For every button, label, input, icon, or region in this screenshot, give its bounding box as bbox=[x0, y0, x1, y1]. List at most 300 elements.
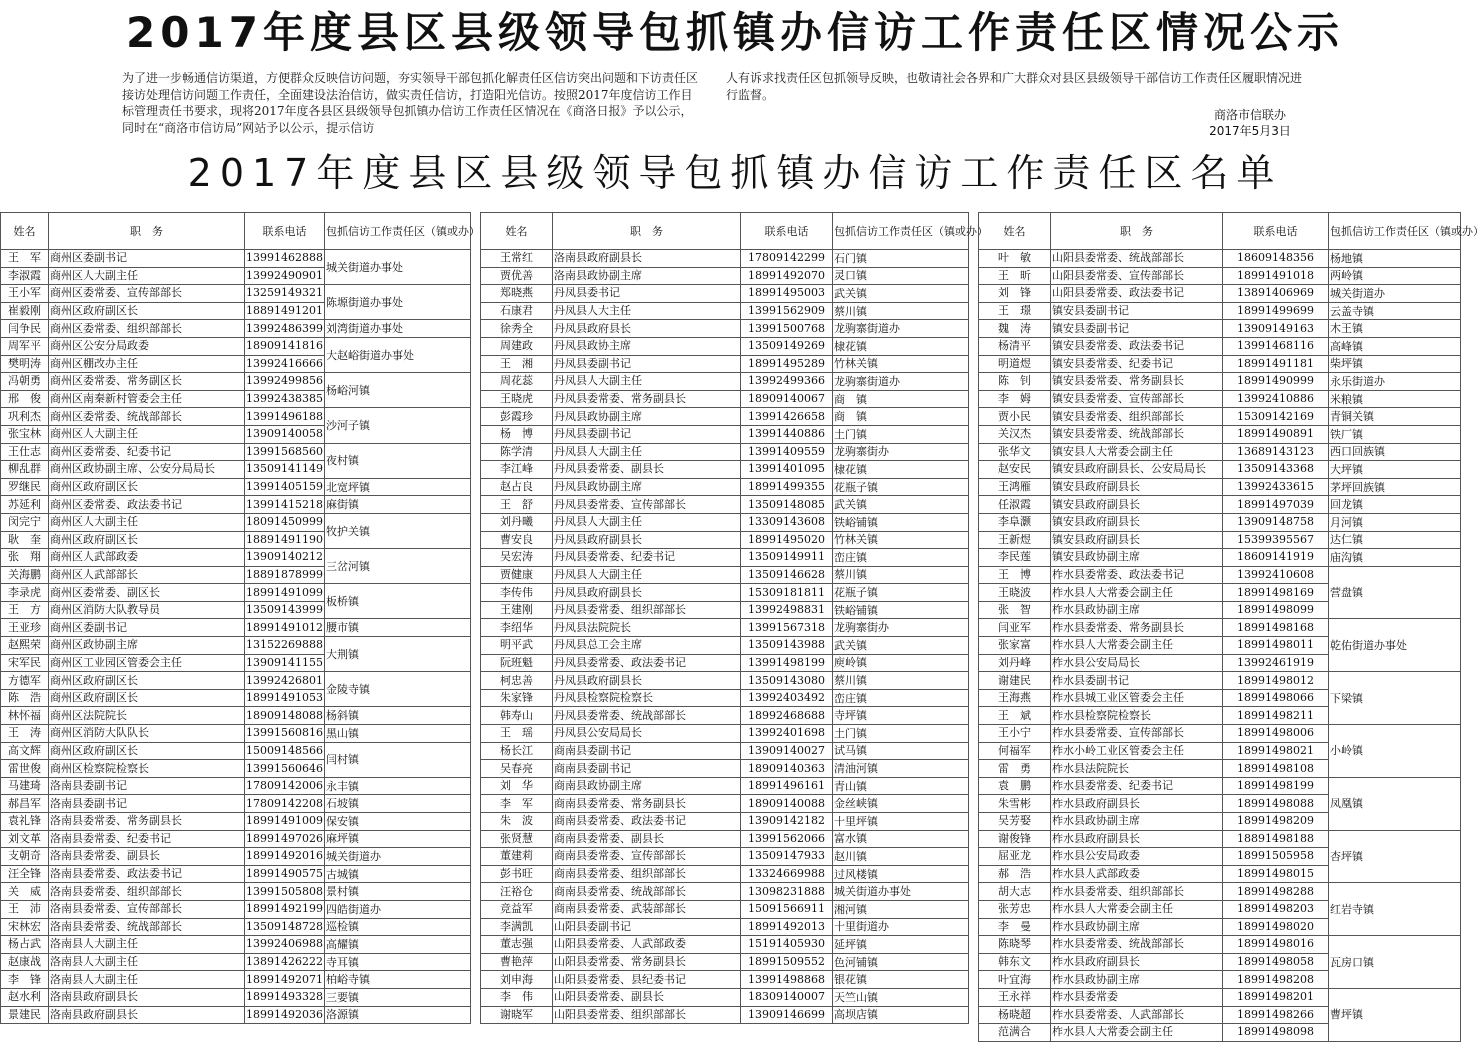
cell-phone: 18609141919 bbox=[1223, 549, 1329, 567]
cell-name: 任淑霞 bbox=[979, 496, 1051, 514]
cell-phone: 13991498199 bbox=[741, 654, 833, 672]
cell-area: 龙驹寨街办 bbox=[833, 443, 969, 461]
cell-area: 过风楼镇 bbox=[833, 865, 969, 883]
cell-phone: 13909142182 bbox=[741, 813, 833, 831]
cell-phone: 13509146628 bbox=[741, 566, 833, 584]
cell-duty: 柞水县人大常委会副主任 bbox=[1051, 900, 1223, 918]
cell-name: 明平武 bbox=[481, 637, 553, 655]
cell-name: 胡大志 bbox=[979, 883, 1051, 901]
table-row bbox=[979, 725, 1461, 743]
cell-area: 永丰镇 bbox=[325, 777, 471, 795]
cell-name: 李 姆 bbox=[979, 390, 1051, 408]
cell-name: 高文辉 bbox=[1, 742, 49, 760]
cell-area: 柴坪镇 bbox=[1329, 355, 1461, 373]
table-row bbox=[979, 461, 1461, 479]
cell-area: 凤凰镇 bbox=[1329, 777, 1461, 830]
cell-name: 柯忠善 bbox=[481, 672, 553, 690]
table-row bbox=[481, 1006, 969, 1024]
cell-duty: 洛南县政府副县长 bbox=[49, 1006, 245, 1024]
cell-area: 杨斜镇 bbox=[325, 707, 471, 725]
cell-area: 铁厂镇 bbox=[1329, 425, 1461, 443]
cell-area: 城关街道办事处 bbox=[325, 250, 471, 285]
cell-area: 下梁镇 bbox=[1329, 672, 1461, 725]
cell-phone: 18991491099 bbox=[245, 584, 325, 602]
cell-duty: 商州区政府副区长 bbox=[49, 689, 245, 707]
cell-phone: 13909141155 bbox=[245, 654, 325, 672]
cell-name: 李 军 bbox=[481, 795, 553, 813]
cell-area: 洛源镇 bbox=[325, 1006, 471, 1024]
cell-name: 刘申海 bbox=[481, 971, 553, 989]
cell-phone: 17809142299 bbox=[741, 250, 833, 268]
cell-name: 王 斌 bbox=[979, 707, 1051, 725]
cell-name: 周花蕊 bbox=[481, 373, 553, 391]
cell-name: 陈 浩 bbox=[1, 689, 49, 707]
cell-name: 陈学清 bbox=[481, 443, 553, 461]
cell-phone: 15309142169 bbox=[1223, 408, 1329, 426]
table-row bbox=[481, 549, 969, 567]
table-row bbox=[1, 830, 471, 848]
table-row bbox=[979, 496, 1461, 514]
cell-area: 闫村镇 bbox=[325, 742, 471, 777]
cell-area: 商 镇 bbox=[833, 390, 969, 408]
table-row bbox=[1, 971, 471, 989]
cell-name: 樊明涛 bbox=[1, 355, 49, 373]
cell-phone: 13509143368 bbox=[1223, 461, 1329, 479]
cell-duty: 柞水县委常委、人武部部长 bbox=[1051, 1006, 1223, 1024]
cell-phone: 18991498058 bbox=[1223, 953, 1329, 971]
cell-name: 周建政 bbox=[481, 337, 553, 355]
cell-duty: 柞水县人大常委会副主任 bbox=[1051, 637, 1223, 655]
cell-phone: 18891878999 bbox=[245, 566, 325, 584]
table-row bbox=[1, 549, 471, 567]
cell-name: 王 方 bbox=[1, 601, 49, 619]
cell-area: 龙驹寨街道办 bbox=[833, 320, 969, 338]
cell-name: 王 舒 bbox=[481, 496, 553, 514]
cell-area: 回龙镇 bbox=[1329, 496, 1461, 514]
header-name: 姓名 bbox=[1, 213, 49, 250]
cell-area: 青山镇 bbox=[833, 777, 969, 795]
cell-phone: 13891426222 bbox=[245, 953, 325, 971]
cell-area: 大坪镇 bbox=[1329, 461, 1461, 479]
cell-name: 刘文革 bbox=[1, 830, 49, 848]
cell-duty: 山阳县委副书记 bbox=[553, 918, 741, 936]
cell-name: 王建刚 bbox=[481, 601, 553, 619]
table-row bbox=[979, 883, 1461, 901]
cell-name: 王 璟 bbox=[979, 302, 1051, 320]
cell-name: 李传伟 bbox=[481, 584, 553, 602]
cell-area: 石门镇 bbox=[833, 250, 969, 268]
cell-duty: 丹凤县委书记 bbox=[553, 285, 741, 303]
header-duty: 职 务 bbox=[49, 213, 245, 250]
cell-phone: 18991497026 bbox=[245, 830, 325, 848]
cell-name: 崔毅刚 bbox=[1, 302, 49, 320]
cell-area: 高坝店镇 bbox=[833, 1006, 969, 1024]
cell-duty: 丹凤县委常委、纪委书记 bbox=[553, 549, 741, 567]
cell-phone: 15191405930 bbox=[741, 936, 833, 954]
cell-area: 柏峪寺镇 bbox=[325, 971, 471, 989]
cell-name: 邢 俊 bbox=[1, 390, 49, 408]
cell-phone: 13909140027 bbox=[741, 742, 833, 760]
table-row bbox=[979, 672, 1461, 690]
cell-duty: 柞水县政府副县长 bbox=[1051, 953, 1223, 971]
table-row bbox=[481, 813, 969, 831]
table-row bbox=[1, 250, 471, 268]
cell-phone: 13992490901 bbox=[245, 267, 325, 285]
table-row bbox=[481, 285, 969, 303]
cell-duty: 丹凤县人大副主任 bbox=[553, 443, 741, 461]
table-row bbox=[481, 742, 969, 760]
table-row bbox=[979, 936, 1461, 954]
cell-phone: 18991491009 bbox=[245, 813, 325, 831]
cell-duty: 镇安县委常委、纪委书记 bbox=[1051, 355, 1223, 373]
cell-area: 达仁镇 bbox=[1329, 531, 1461, 549]
cell-phone: 13152269888 bbox=[245, 637, 325, 655]
table-row bbox=[979, 355, 1461, 373]
cell-duty: 柞水小岭工业区管委会主任 bbox=[1051, 742, 1223, 760]
cell-name: 赵熙荣 bbox=[1, 637, 49, 655]
cell-area: 铁峪铺镇 bbox=[833, 601, 969, 619]
cell-name: 马建琦 bbox=[1, 777, 49, 795]
cell-duty: 镇安县委常委、统战部部长 bbox=[1051, 425, 1223, 443]
cell-name: 杨 博 bbox=[481, 425, 553, 443]
cell-duty: 商州区政府副区长 bbox=[49, 302, 245, 320]
cell-phone: 18991498099 bbox=[1223, 601, 1329, 619]
cell-phone: 13991468116 bbox=[1223, 337, 1329, 355]
table-row bbox=[481, 900, 969, 918]
cell-phone: 13992461919 bbox=[1223, 654, 1329, 672]
cell-phone: 18891498188 bbox=[1223, 830, 1329, 848]
cell-name: 支朝奇 bbox=[1, 848, 49, 866]
cell-duty: 柞水县人大常委会副主任 bbox=[1051, 1024, 1223, 1042]
cell-name: 朱雪彬 bbox=[979, 795, 1051, 813]
cell-area: 石坡镇 bbox=[325, 795, 471, 813]
table-row bbox=[481, 320, 969, 338]
cell-area: 城关街道办 bbox=[1329, 285, 1461, 303]
table-row bbox=[481, 478, 969, 496]
cell-area: 城关街道办事处 bbox=[833, 883, 969, 901]
cell-duty: 镇安县委副书记 bbox=[1051, 302, 1223, 320]
table-row bbox=[481, 267, 969, 285]
cell-duty: 丹凤县政协副主席 bbox=[553, 478, 741, 496]
cell-area: 土门镇 bbox=[833, 725, 969, 743]
signature-date: 2017年5月3日 bbox=[1209, 124, 1291, 138]
cell-area: 棣花镇 bbox=[833, 337, 969, 355]
cell-duty: 商州区委副书记 bbox=[49, 250, 245, 268]
cell-area: 庙沟镇 bbox=[1329, 549, 1461, 567]
cell-area: 棣花镇 bbox=[833, 461, 969, 479]
cell-duty: 商州区委常委、宣传部部长 bbox=[49, 285, 245, 303]
cell-area: 灵口镇 bbox=[833, 267, 969, 285]
cell-duty: 洛南县委常委、政法委书记 bbox=[49, 865, 245, 883]
cell-phone: 13991426658 bbox=[741, 408, 833, 426]
signature-org: 商洛市信联办 bbox=[1213, 108, 1286, 122]
cell-area: 龙驹寨街办 bbox=[833, 619, 969, 637]
cell-name: 李 锋 bbox=[1, 971, 49, 989]
cell-phone: 18991492070 bbox=[741, 267, 833, 285]
cell-phone: 18909140088 bbox=[741, 795, 833, 813]
cell-name: 方德军 bbox=[1, 672, 49, 690]
cell-area: 铁峪铺镇 bbox=[833, 513, 969, 531]
table-row bbox=[481, 373, 969, 391]
cell-area: 青铜关镇 bbox=[1329, 408, 1461, 426]
cell-name: 雷 勇 bbox=[979, 760, 1051, 778]
cell-duty: 柞水县政府副县长 bbox=[1051, 795, 1223, 813]
cell-duty: 山阳县委常委、统战部部长 bbox=[1051, 250, 1223, 268]
cell-name: 宋林宏 bbox=[1, 918, 49, 936]
cell-name: 叶 敏 bbox=[979, 250, 1051, 268]
cell-duty: 丹凤县委副书记 bbox=[553, 425, 741, 443]
cell-area: 四皓街道办 bbox=[325, 900, 471, 918]
table-row bbox=[1, 285, 471, 303]
cell-phone: 18991491018 bbox=[1223, 267, 1329, 285]
cell-duty: 商南县委常委、常务副县长 bbox=[553, 795, 741, 813]
cell-duty: 商州区人武部部长 bbox=[49, 566, 245, 584]
table-row bbox=[979, 513, 1461, 531]
cell-duty: 商州区政府副区长 bbox=[49, 672, 245, 690]
table-row bbox=[979, 566, 1461, 584]
cell-name: 魏 涛 bbox=[979, 320, 1051, 338]
cell-area: 清油河镇 bbox=[833, 760, 969, 778]
table-row bbox=[1, 637, 471, 655]
roster-table-2 bbox=[480, 212, 988, 1024]
cell-phone: 17809142006 bbox=[245, 777, 325, 795]
table-row bbox=[979, 390, 1461, 408]
cell-duty: 商州区委常委、常务副区长 bbox=[49, 373, 245, 391]
table-row bbox=[481, 654, 969, 672]
cell-name: 李江峰 bbox=[481, 461, 553, 479]
table-row bbox=[481, 971, 969, 989]
cell-phone: 13991405159 bbox=[245, 478, 325, 496]
cell-phone: 18991498006 bbox=[1223, 725, 1329, 743]
cell-duty: 柞水县法院院长 bbox=[1051, 760, 1223, 778]
table-row bbox=[1, 777, 471, 795]
cell-phone: 13991496188 bbox=[245, 408, 325, 426]
cell-phone: 15309181811 bbox=[741, 584, 833, 602]
cell-area: 米粮镇 bbox=[1329, 390, 1461, 408]
cell-duty: 洛南县人大副主任 bbox=[49, 953, 245, 971]
table-row bbox=[979, 373, 1461, 391]
cell-phone: 13991462888 bbox=[245, 250, 325, 268]
table-row bbox=[1, 725, 471, 743]
page-title: 2017年度县区县级领导包抓镇办信访工作责任区情况公示 bbox=[126, 8, 1344, 57]
cell-phone: 13909140058 bbox=[245, 425, 325, 443]
cell-duty: 商州区消防大队队长 bbox=[49, 725, 245, 743]
table-row bbox=[481, 707, 969, 725]
cell-phone: 13991568560 bbox=[245, 443, 325, 461]
table-row bbox=[481, 725, 969, 743]
cell-name: 景建民 bbox=[1, 1006, 49, 1024]
table-row bbox=[481, 461, 969, 479]
cell-name: 杨长江 bbox=[481, 742, 553, 760]
table-row bbox=[979, 531, 1461, 549]
table-row bbox=[1, 813, 471, 831]
cell-duty: 丹凤县委常委、宣传部部长 bbox=[553, 496, 741, 514]
cell-duty: 洛南县政府副县长 bbox=[553, 250, 741, 268]
cell-name: 张贤慧 bbox=[481, 830, 553, 848]
cell-name: 张家富 bbox=[979, 637, 1051, 655]
cell-phone: 13324669988 bbox=[741, 865, 833, 883]
cell-duty: 柞水县委常委、组织部部长 bbox=[1051, 883, 1223, 901]
cell-area: 大赵峪街道办事处 bbox=[325, 337, 471, 372]
cell-duty: 柞水县人武部政委 bbox=[1051, 865, 1223, 883]
cell-area: 蔡川镇 bbox=[833, 302, 969, 320]
cell-duty: 洛南县委常委、副县长 bbox=[49, 848, 245, 866]
cell-name: 周军平 bbox=[1, 337, 49, 355]
cell-area: 茅坪回族镇 bbox=[1329, 478, 1461, 496]
cell-name: 王晓波 bbox=[979, 584, 1051, 602]
cell-name: 汪全锋 bbox=[1, 865, 49, 883]
cell-duty: 商州区政府副区长 bbox=[49, 531, 245, 549]
cell-area: 蔡川镇 bbox=[833, 566, 969, 584]
cell-phone: 18991498012 bbox=[1223, 672, 1329, 690]
cell-phone: 13992433615 bbox=[1223, 478, 1329, 496]
cell-duty: 洛南县人大副主任 bbox=[49, 936, 245, 954]
cell-area: 乾佑街道办事处 bbox=[1329, 619, 1461, 672]
cell-area: 庾岭镇 bbox=[833, 654, 969, 672]
cell-name: 谢晓军 bbox=[481, 1006, 553, 1024]
cell-name: 闫亚军 bbox=[979, 619, 1051, 637]
table-row bbox=[481, 848, 969, 866]
cell-name: 谢建民 bbox=[979, 672, 1051, 690]
cell-name: 徐秀全 bbox=[481, 320, 553, 338]
cell-area: 杏坪镇 bbox=[1329, 830, 1461, 883]
cell-name: 宋军民 bbox=[1, 654, 49, 672]
cell-duty: 柞水县公安局政委 bbox=[1051, 848, 1223, 866]
table-row bbox=[1, 918, 471, 936]
cell-duty: 洛南县政府副县长 bbox=[49, 988, 245, 1006]
cell-phone: 18991498020 bbox=[1223, 918, 1329, 936]
cell-phone: 18891491201 bbox=[245, 302, 325, 320]
cell-area: 富水镇 bbox=[833, 830, 969, 848]
cell-duty: 商州区公安分局政委 bbox=[49, 337, 245, 355]
cell-area: 巡检镇 bbox=[325, 918, 471, 936]
cell-phone: 13689143123 bbox=[1223, 443, 1329, 461]
cell-area: 月河镇 bbox=[1329, 513, 1461, 531]
cell-phone: 13991498868 bbox=[741, 971, 833, 989]
cell-area: 峦庄镇 bbox=[833, 549, 969, 567]
cell-name: 曹艳萍 bbox=[481, 953, 553, 971]
cell-area: 寺耳镇 bbox=[325, 953, 471, 971]
cell-duty: 丹凤县法院院长 bbox=[553, 619, 741, 637]
cell-area: 赵川镇 bbox=[833, 848, 969, 866]
cell-duty: 商南县委常委、副县长 bbox=[553, 830, 741, 848]
table-row bbox=[481, 355, 969, 373]
table-row bbox=[481, 760, 969, 778]
table-row bbox=[979, 619, 1461, 637]
cell-phone: 13098231888 bbox=[741, 883, 833, 901]
cell-name: 董建莉 bbox=[481, 848, 553, 866]
cell-phone: 13991567318 bbox=[741, 619, 833, 637]
cell-area: 瓦房口镇 bbox=[1329, 936, 1461, 989]
table-row bbox=[1, 742, 471, 760]
cell-duty: 镇安县政协副主席 bbox=[1051, 549, 1223, 567]
cell-duty: 镇安县政府副县长 bbox=[1051, 513, 1223, 531]
cell-phone: 13509149911 bbox=[741, 549, 833, 567]
table-row bbox=[1, 900, 471, 918]
cell-area: 沙河子镇 bbox=[325, 408, 471, 443]
roster-table-3 bbox=[978, 212, 1484, 1042]
cell-duty: 商南县委副书记 bbox=[553, 760, 741, 778]
cell-area: 武关镇 bbox=[833, 496, 969, 514]
table-row bbox=[481, 883, 969, 901]
cell-area: 陈塬街道办事处 bbox=[325, 285, 471, 320]
cell-phone: 15399395567 bbox=[1223, 531, 1329, 549]
cell-duty: 柞水县委常委、纪委书记 bbox=[1051, 777, 1223, 795]
cell-name: 林怀福 bbox=[1, 707, 49, 725]
cell-name: 韩东文 bbox=[979, 953, 1051, 971]
cell-duty: 洛南县委常委、宣传部部长 bbox=[49, 900, 245, 918]
cell-name: 汪裕仓 bbox=[481, 883, 553, 901]
cell-name: 陈 钊 bbox=[979, 373, 1051, 391]
cell-name: 王永祥 bbox=[979, 988, 1051, 1006]
cell-area: 龙驹寨街道办 bbox=[833, 373, 969, 391]
cell-name: 陈晓琴 bbox=[979, 936, 1051, 954]
cell-duty: 丹凤县委常委、副县长 bbox=[553, 461, 741, 479]
cell-phone: 18991498108 bbox=[1223, 760, 1329, 778]
cell-duty: 商南县委常委、武装部部长 bbox=[553, 900, 741, 918]
table-row bbox=[979, 777, 1461, 795]
cell-phone: 13991500768 bbox=[741, 320, 833, 338]
cell-area: 色河铺镇 bbox=[833, 953, 969, 971]
cell-name: 明道煜 bbox=[979, 355, 1051, 373]
cell-area: 银花镇 bbox=[833, 971, 969, 989]
cell-phone: 18991498266 bbox=[1223, 1006, 1329, 1024]
cell-phone: 18991490999 bbox=[1223, 373, 1329, 391]
cell-phone: 18991491181 bbox=[1223, 355, 1329, 373]
cell-name: 柳乱群 bbox=[1, 461, 49, 479]
cell-area: 天竺山镇 bbox=[833, 988, 969, 1006]
cell-name: 赵水利 bbox=[1, 988, 49, 1006]
cell-name: 屈亚龙 bbox=[979, 848, 1051, 866]
cell-name: 王晓虎 bbox=[481, 390, 553, 408]
table-row bbox=[979, 267, 1461, 285]
table-row bbox=[1, 619, 471, 637]
cell-area: 城关街道办 bbox=[325, 848, 471, 866]
cell-phone: 18991498208 bbox=[1223, 971, 1329, 989]
cell-duty: 商州区人大副主任 bbox=[49, 425, 245, 443]
table-row bbox=[1, 408, 471, 426]
list-title: 2017年度县区县级领导包抓镇办信访工作责任区名单 bbox=[187, 151, 1283, 195]
table-row bbox=[979, 425, 1461, 443]
cell-duty: 柞水县公安局局长 bbox=[1051, 654, 1223, 672]
cell-phone: 18891491190 bbox=[245, 531, 325, 549]
cell-name: 王海燕 bbox=[979, 689, 1051, 707]
cell-name: 阮班魁 bbox=[481, 654, 553, 672]
cell-duty: 柞水县政协副主席 bbox=[1051, 971, 1223, 989]
cell-duty: 柞水县委常委、常务副县长 bbox=[1051, 619, 1223, 637]
table-row bbox=[481, 637, 969, 655]
table-row bbox=[481, 302, 969, 320]
cell-name: 吴宏涛 bbox=[481, 549, 553, 567]
cell-duty: 商州区检察院检察长 bbox=[49, 760, 245, 778]
table-row bbox=[481, 390, 969, 408]
table-row bbox=[481, 513, 969, 531]
cell-area: 蔡川镇 bbox=[833, 672, 969, 690]
cell-name: 李淑霞 bbox=[1, 267, 49, 285]
cell-phone: 18991498021 bbox=[1223, 742, 1329, 760]
cell-phone: 18991498288 bbox=[1223, 883, 1329, 901]
cell-name: 袁 鹏 bbox=[979, 777, 1051, 795]
cell-name: 王鸿雁 bbox=[979, 478, 1051, 496]
cell-duty: 柞水县委常委、统战部部长 bbox=[1051, 936, 1223, 954]
cell-phone: 18991490891 bbox=[1223, 425, 1329, 443]
cell-phone: 18991497039 bbox=[1223, 496, 1329, 514]
cell-area: 红岩寺镇 bbox=[1329, 883, 1461, 936]
cell-area: 腰市镇 bbox=[325, 619, 471, 637]
cell-area: 武关镇 bbox=[833, 285, 969, 303]
cell-duty: 商州区人武部政委 bbox=[49, 549, 245, 567]
cell-phone: 18991495003 bbox=[741, 285, 833, 303]
